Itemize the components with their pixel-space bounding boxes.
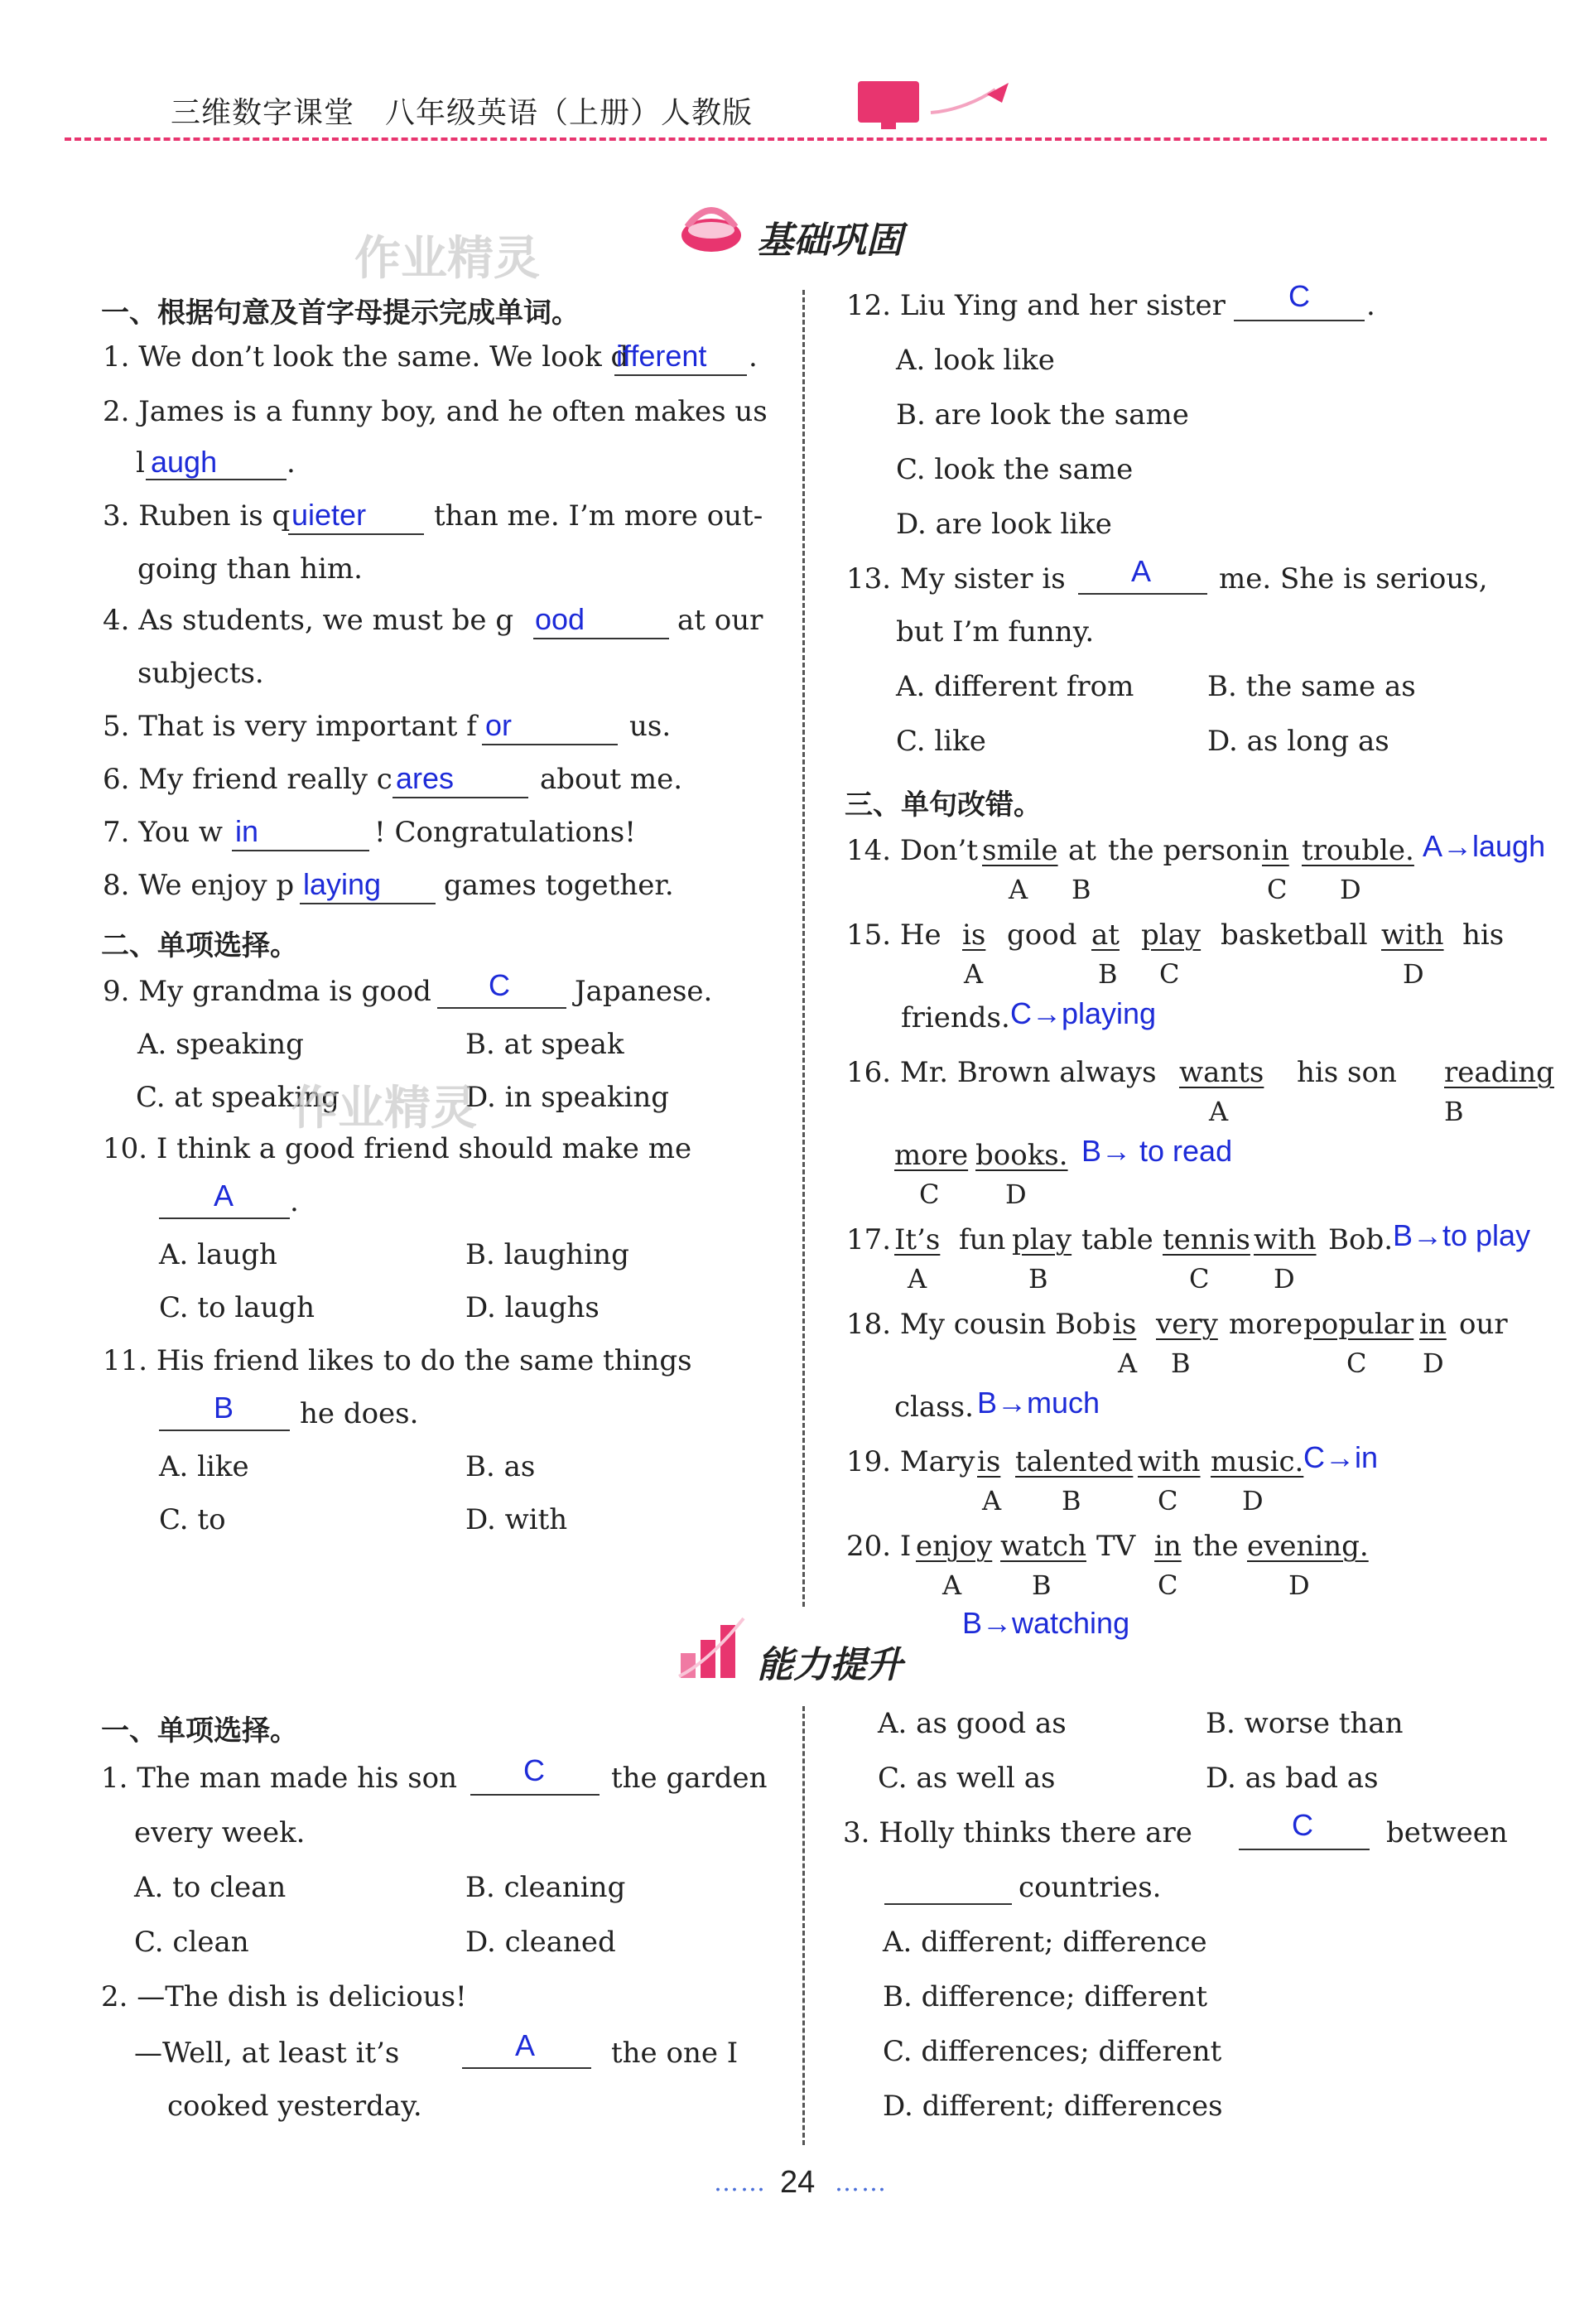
question-text: the (1192, 1530, 1239, 1563)
letter-label: A (964, 958, 984, 990)
underlined-part: more (894, 1139, 969, 1172)
option: D. are look like (896, 508, 1112, 541)
watermark: 作业精灵 (291, 1082, 477, 1135)
letter-label: A (942, 1569, 962, 1601)
letter-label: A (982, 1485, 1002, 1516)
option: A. as good as (878, 1707, 1067, 1740)
answer-text: laying (303, 867, 382, 901)
option: A. look like (896, 344, 1055, 377)
option: B. difference; different (883, 1980, 1208, 2013)
question-text: basketball (1221, 919, 1368, 952)
question-text: subjects. (137, 657, 264, 690)
underlined-part: play (1141, 919, 1202, 952)
question-text: the garden (611, 1762, 768, 1795)
answer-blank (614, 374, 747, 376)
letter-label: D (1274, 1263, 1295, 1295)
question-text: . (1366, 289, 1375, 322)
letter-label: C (919, 1179, 940, 1210)
option: B. worse than (1206, 1707, 1404, 1740)
option: C. clean (134, 1926, 249, 1959)
underlined-part: in (1262, 834, 1289, 867)
answer-text: A (214, 1179, 234, 1213)
question-text: 3. Holly thinks there are (843, 1816, 1192, 1849)
underlined-part: talented (1015, 1445, 1134, 1478)
option: D. cleaned (465, 1926, 616, 1959)
underlined-part: It’s (894, 1223, 941, 1256)
letter-label: D (1242, 1485, 1264, 1516)
option: D. as long as (1207, 725, 1389, 758)
watermark: 作业精灵 (354, 232, 540, 286)
question-text: games together. (444, 869, 674, 902)
question-text: at (1068, 834, 1096, 867)
question-text: fun (959, 1223, 1006, 1256)
question-text: the one I (611, 2037, 739, 2070)
letter-label: D (1403, 958, 1424, 990)
letter-label: C (1267, 874, 1288, 905)
letter-label: C (1346, 1348, 1367, 1379)
answer-blank (392, 797, 528, 798)
option: B. at speak (465, 1028, 624, 1061)
answer-text: or (485, 708, 513, 742)
option: C. differences; different (883, 2035, 1222, 2068)
question-text: 18. My cousin Bob (846, 1308, 1111, 1341)
option: B. laughing (465, 1238, 629, 1271)
letter-label: B (1444, 1096, 1464, 1127)
option: D. in speaking (465, 1081, 669, 1114)
option: B. as (465, 1450, 536, 1483)
answer-blank (232, 850, 369, 851)
letter-label: D (1288, 1569, 1310, 1601)
question-text: at our (677, 604, 763, 637)
underlined-part: with (1138, 1445, 1201, 1478)
header-title: 三维数字课堂 八年级英语（上册）人教版 (171, 96, 754, 130)
answer-text: augh (151, 445, 218, 479)
underlined-part: books. (975, 1139, 1068, 1172)
footer-dots-left: …… (714, 2168, 767, 2197)
answer-blank (159, 1217, 290, 1219)
answer-blank (1239, 1849, 1370, 1850)
option: B. the same as (1207, 670, 1416, 703)
section-title-advanced: 能力提升 (757, 1644, 903, 1686)
question-text: TV (1096, 1530, 1136, 1563)
option: A. laugh (159, 1238, 277, 1271)
letter-label: B (1062, 1485, 1081, 1516)
underlined-part: evening. (1247, 1530, 1369, 1563)
question-text: —Well, at least it’s (134, 2037, 400, 2070)
option: D. as bad as (1206, 1762, 1379, 1795)
part-title: 一、单项选择。 (101, 1714, 298, 1748)
answer-blank (159, 1430, 290, 1431)
option: B. are look the same (896, 398, 1189, 432)
column-divider (802, 290, 805, 1607)
part-title: 三、单句改错。 (845, 788, 1042, 822)
letter-label: C (1158, 1485, 1178, 1516)
letter-label: A (1009, 874, 1028, 905)
answer-text: A (1131, 554, 1152, 588)
question-text: he does. (300, 1397, 419, 1430)
answer-blank (482, 744, 618, 745)
answer-text: C (523, 1753, 545, 1787)
question-text: his (1462, 919, 1505, 952)
option: D. laughs (465, 1291, 600, 1324)
question-text: between (1386, 1816, 1508, 1849)
underlined-part: watch (1000, 1530, 1086, 1563)
option: A. like (159, 1450, 249, 1483)
footer-dots-right: …… (835, 2168, 888, 2197)
correction-text: B→much (977, 1386, 1100, 1420)
question-text: Japanese. (575, 975, 713, 1008)
letter-label: D (1423, 1348, 1444, 1379)
underlined-part: in (1154, 1530, 1182, 1563)
answer-text: ifferent (616, 339, 707, 373)
answer-text: B (214, 1391, 234, 1425)
answer-text: in (235, 814, 259, 848)
answer-text: uieter (291, 498, 367, 532)
option: C. to (159, 1503, 226, 1536)
correction-text: A→laugh (1423, 829, 1546, 863)
underlined-part: with (1381, 919, 1444, 952)
question-text: going than him. (137, 552, 363, 586)
question-text: 12. Liu Ying and her sister (846, 289, 1226, 322)
answer-blank (533, 638, 669, 639)
question-text: me. She is serious, (1219, 562, 1488, 595)
rocket-icon (929, 80, 1014, 121)
bar-chart-icon (676, 1612, 747, 1681)
header-screen-icon (856, 80, 924, 129)
option: C. as well as (878, 1762, 1056, 1795)
letter-label: A (1209, 1096, 1229, 1127)
option: A. different; difference (883, 1926, 1207, 1959)
question-text: 9. My grandma is good (103, 975, 431, 1008)
underlined-part: smile (982, 834, 1058, 867)
answer-blank (437, 1007, 566, 1009)
correction-text: B→watching (962, 1606, 1130, 1640)
question-text: countries. (1019, 1871, 1162, 1904)
letter-label: C (1159, 958, 1180, 990)
question-text: good (1007, 919, 1077, 952)
question-text: 10. I think a good friend should make me (103, 1132, 692, 1165)
letter-label: A (908, 1263, 927, 1295)
question-text: l (136, 446, 145, 480)
correction-text: C→playing (1010, 996, 1157, 1030)
answer-blank (1078, 593, 1207, 595)
question-text: 14. Don’t (846, 834, 978, 867)
option: A. to clean (134, 1871, 287, 1904)
question-text: the person (1108, 834, 1261, 867)
option: B. cleaning (465, 1871, 626, 1904)
letter-label: C (1158, 1569, 1178, 1601)
question-text: 8. We enjoy p (103, 869, 295, 902)
underlined-part: is (977, 1445, 1001, 1478)
question-text: 13. My sister is (846, 562, 1066, 595)
letter-label: D (1005, 1179, 1027, 1210)
question-text: 15. He (846, 919, 941, 952)
question-text: than me. I’m more out- (434, 499, 763, 533)
underlined-part: reading (1444, 1056, 1554, 1089)
underlined-part: at (1091, 919, 1120, 952)
question-text: 11. His friend likes to do the same things (103, 1344, 692, 1377)
question-text: 16. Mr. Brown always (846, 1056, 1157, 1089)
question-text: . (749, 340, 758, 374)
underlined-part: with (1254, 1223, 1317, 1256)
letter-label: B (1071, 874, 1091, 905)
option: C. look the same (896, 453, 1134, 486)
question-text: 7. You w (103, 816, 224, 849)
column-divider-lower (802, 1706, 805, 2145)
letter-label: B (1028, 1263, 1048, 1295)
section-title-basic: 基础巩固 (757, 219, 903, 262)
answer-blank (1234, 320, 1365, 321)
underlined-part: trouble. (1302, 834, 1414, 867)
option: D. with (465, 1503, 568, 1536)
correction-text: B→ to read (1081, 1134, 1233, 1168)
part-title: 一、根据句意及首字母提示完成单词。 (101, 297, 580, 330)
question-text: 4. As students, we must be g (103, 604, 514, 637)
question-text: 5. That is very important f (103, 710, 477, 743)
underlined-part: very (1156, 1308, 1218, 1341)
underlined-part: tennis (1163, 1223, 1250, 1256)
basket-icon (676, 189, 747, 260)
answer-blank (470, 1794, 600, 1796)
question-text: 19. Mary (846, 1445, 975, 1478)
question-text: us. (629, 710, 672, 743)
question-text: . (290, 1185, 299, 1218)
answer-text: C (1288, 279, 1310, 313)
underlined-part: in (1419, 1308, 1447, 1341)
answer-text: A (515, 2028, 536, 2062)
letter-label: A (1118, 1348, 1138, 1379)
option: C. at speaking (136, 1081, 340, 1114)
letter-label: D (1340, 874, 1361, 905)
question-text: 3. Ruben is q (103, 499, 291, 533)
question-text: but I’m funny. (896, 615, 1095, 649)
option: D. different; differences (883, 2090, 1223, 2123)
question-text: about me. (540, 763, 683, 796)
question-text: Bob. (1328, 1223, 1394, 1256)
question-text: more (1229, 1308, 1303, 1341)
question-text: . (287, 446, 296, 480)
underlined-part: wants (1179, 1056, 1264, 1089)
question-text: ! Congratulations! (374, 816, 636, 849)
answer-blank (146, 479, 287, 480)
question-text: 17. (846, 1223, 892, 1256)
underlined-part: enjoy (916, 1530, 993, 1563)
question-text: our (1459, 1308, 1508, 1341)
answer-blank (884, 1903, 1012, 1905)
answer-blank (288, 533, 424, 535)
underlined-part: is (1113, 1308, 1137, 1341)
header-divider (65, 137, 1547, 141)
question-text: friends. (901, 1001, 1010, 1034)
question-text: 6. My friend really c (103, 763, 392, 796)
option: A. speaking (137, 1028, 304, 1061)
underlined-part: play (1012, 1223, 1072, 1256)
answer-text: ood (535, 602, 585, 636)
question-text: 20. I (846, 1530, 912, 1563)
letter-label: C (1189, 1263, 1210, 1295)
letter-label: B (1098, 958, 1118, 990)
question-text: 1. The man made his son (101, 1762, 458, 1795)
answer-blank (300, 903, 436, 904)
underlined-part: music. (1211, 1445, 1304, 1478)
option: A. different from (896, 670, 1134, 703)
correction-text: C→in (1303, 1440, 1379, 1474)
question-text: 2. —The dish is delicious! (101, 1980, 467, 2013)
correction-text: B→to play (1393, 1218, 1531, 1252)
answer-blank (462, 2067, 591, 2069)
answer-text: ares (396, 761, 455, 795)
option: C. like (896, 725, 986, 758)
question-text: his son (1297, 1056, 1397, 1089)
answer-text: C (489, 968, 510, 1002)
underlined-part: is (962, 919, 986, 952)
page-number: 24 (780, 2165, 816, 2200)
underlined-part: popular (1303, 1308, 1414, 1341)
option: C. to laugh (159, 1291, 315, 1324)
letter-label: B (1032, 1569, 1052, 1601)
question-text: table (1081, 1223, 1153, 1256)
question-text: 1. We don’t look the same. We look d (103, 340, 629, 374)
part-title: 二、单项选择。 (101, 929, 298, 962)
question-text: cooked yesterday. (167, 2090, 422, 2123)
letter-label: B (1171, 1348, 1191, 1379)
question-text: every week. (134, 1816, 306, 1849)
question-text: class. (894, 1391, 974, 1424)
answer-text: C (1292, 1808, 1313, 1842)
question-text: 2. James is a funny boy, and he often makes us (103, 395, 768, 428)
